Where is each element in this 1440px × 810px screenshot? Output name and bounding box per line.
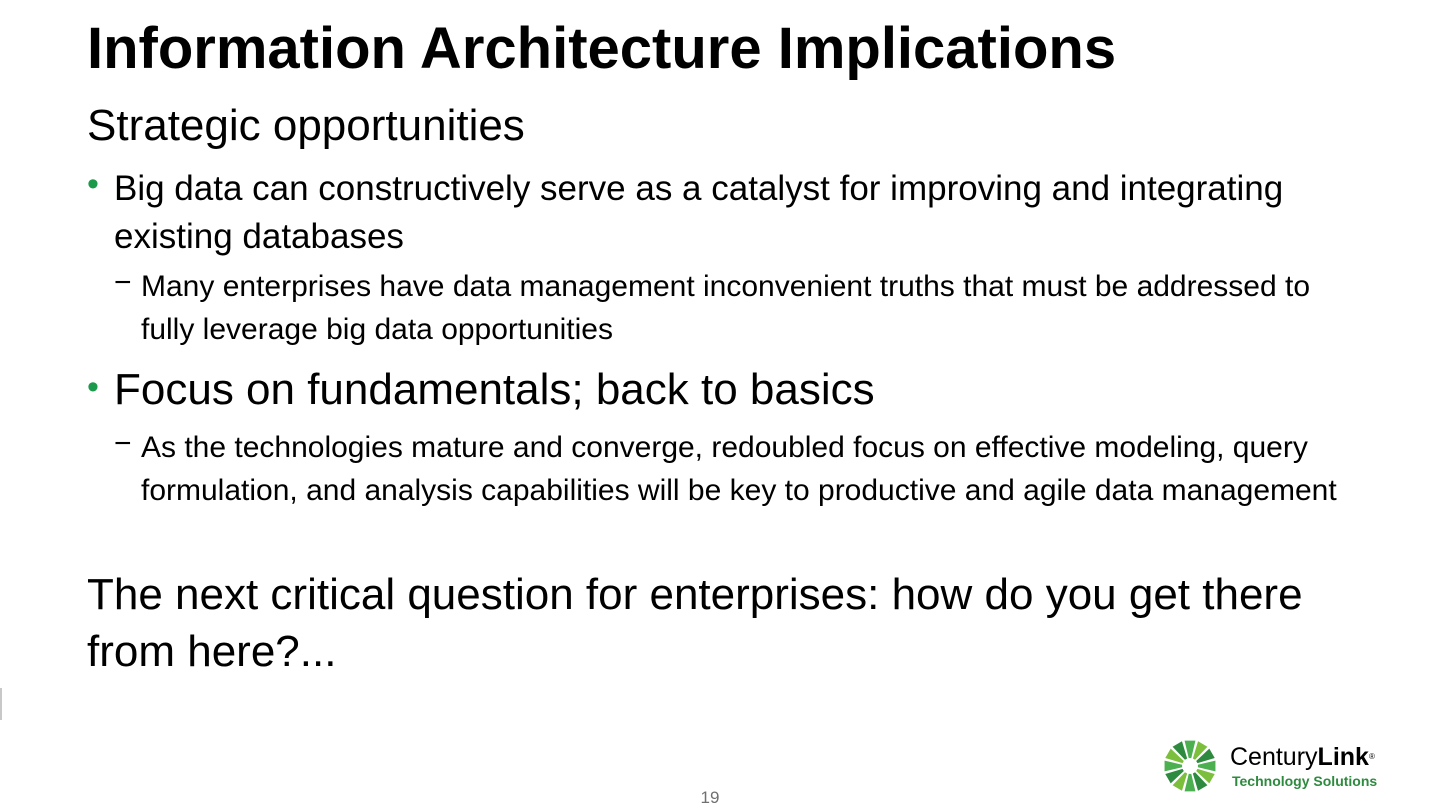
dash-icon: − [114,427,132,460]
starburst-icon [1162,738,1218,794]
bullet-icon: • [87,165,99,203]
bullet-icon: • [87,368,99,406]
slide-title: Information Architecture Implications [87,16,1117,81]
sub-bullet-text: As the technologies mature and converge, redoubled focus on effective modeling, query formulation, and analysis capabilities will be key to productive and agile data management [141,431,1337,507]
logo-word-bold: Link [1317,743,1369,771]
closing-statement: The next critical question for enterprises: how do you get there from here?... [87,570,1303,676]
edge-mark [0,688,2,720]
sub-bullet-item [114,426,1344,512]
registered-mark: ® [1368,752,1375,761]
sub-bullet-text: Many enterprises have data management inconvenient truths that must be addressed to fully leverage big data opportunities [141,270,1311,346]
logo-wordmark [1230,742,1375,772]
bullet-item [87,165,1317,261]
bullet-item [87,364,1317,416]
sub-bullet-item [114,265,1344,351]
logo-tagline: Technology Solutions [1232,773,1378,789]
section-heading: Strategic opportunities [87,101,525,150]
dash-icon: − [114,266,132,299]
logo-word-light: Century [1230,743,1318,771]
centurylink-logo [1146,726,1430,802]
bullet-text: Focus on fundamentals; back to basics [114,365,875,414]
bullet-text: Big data can constructively serve as a catalyst for improving and integrating existing databases [114,169,1284,256]
page-number: 19 [700,788,720,807]
